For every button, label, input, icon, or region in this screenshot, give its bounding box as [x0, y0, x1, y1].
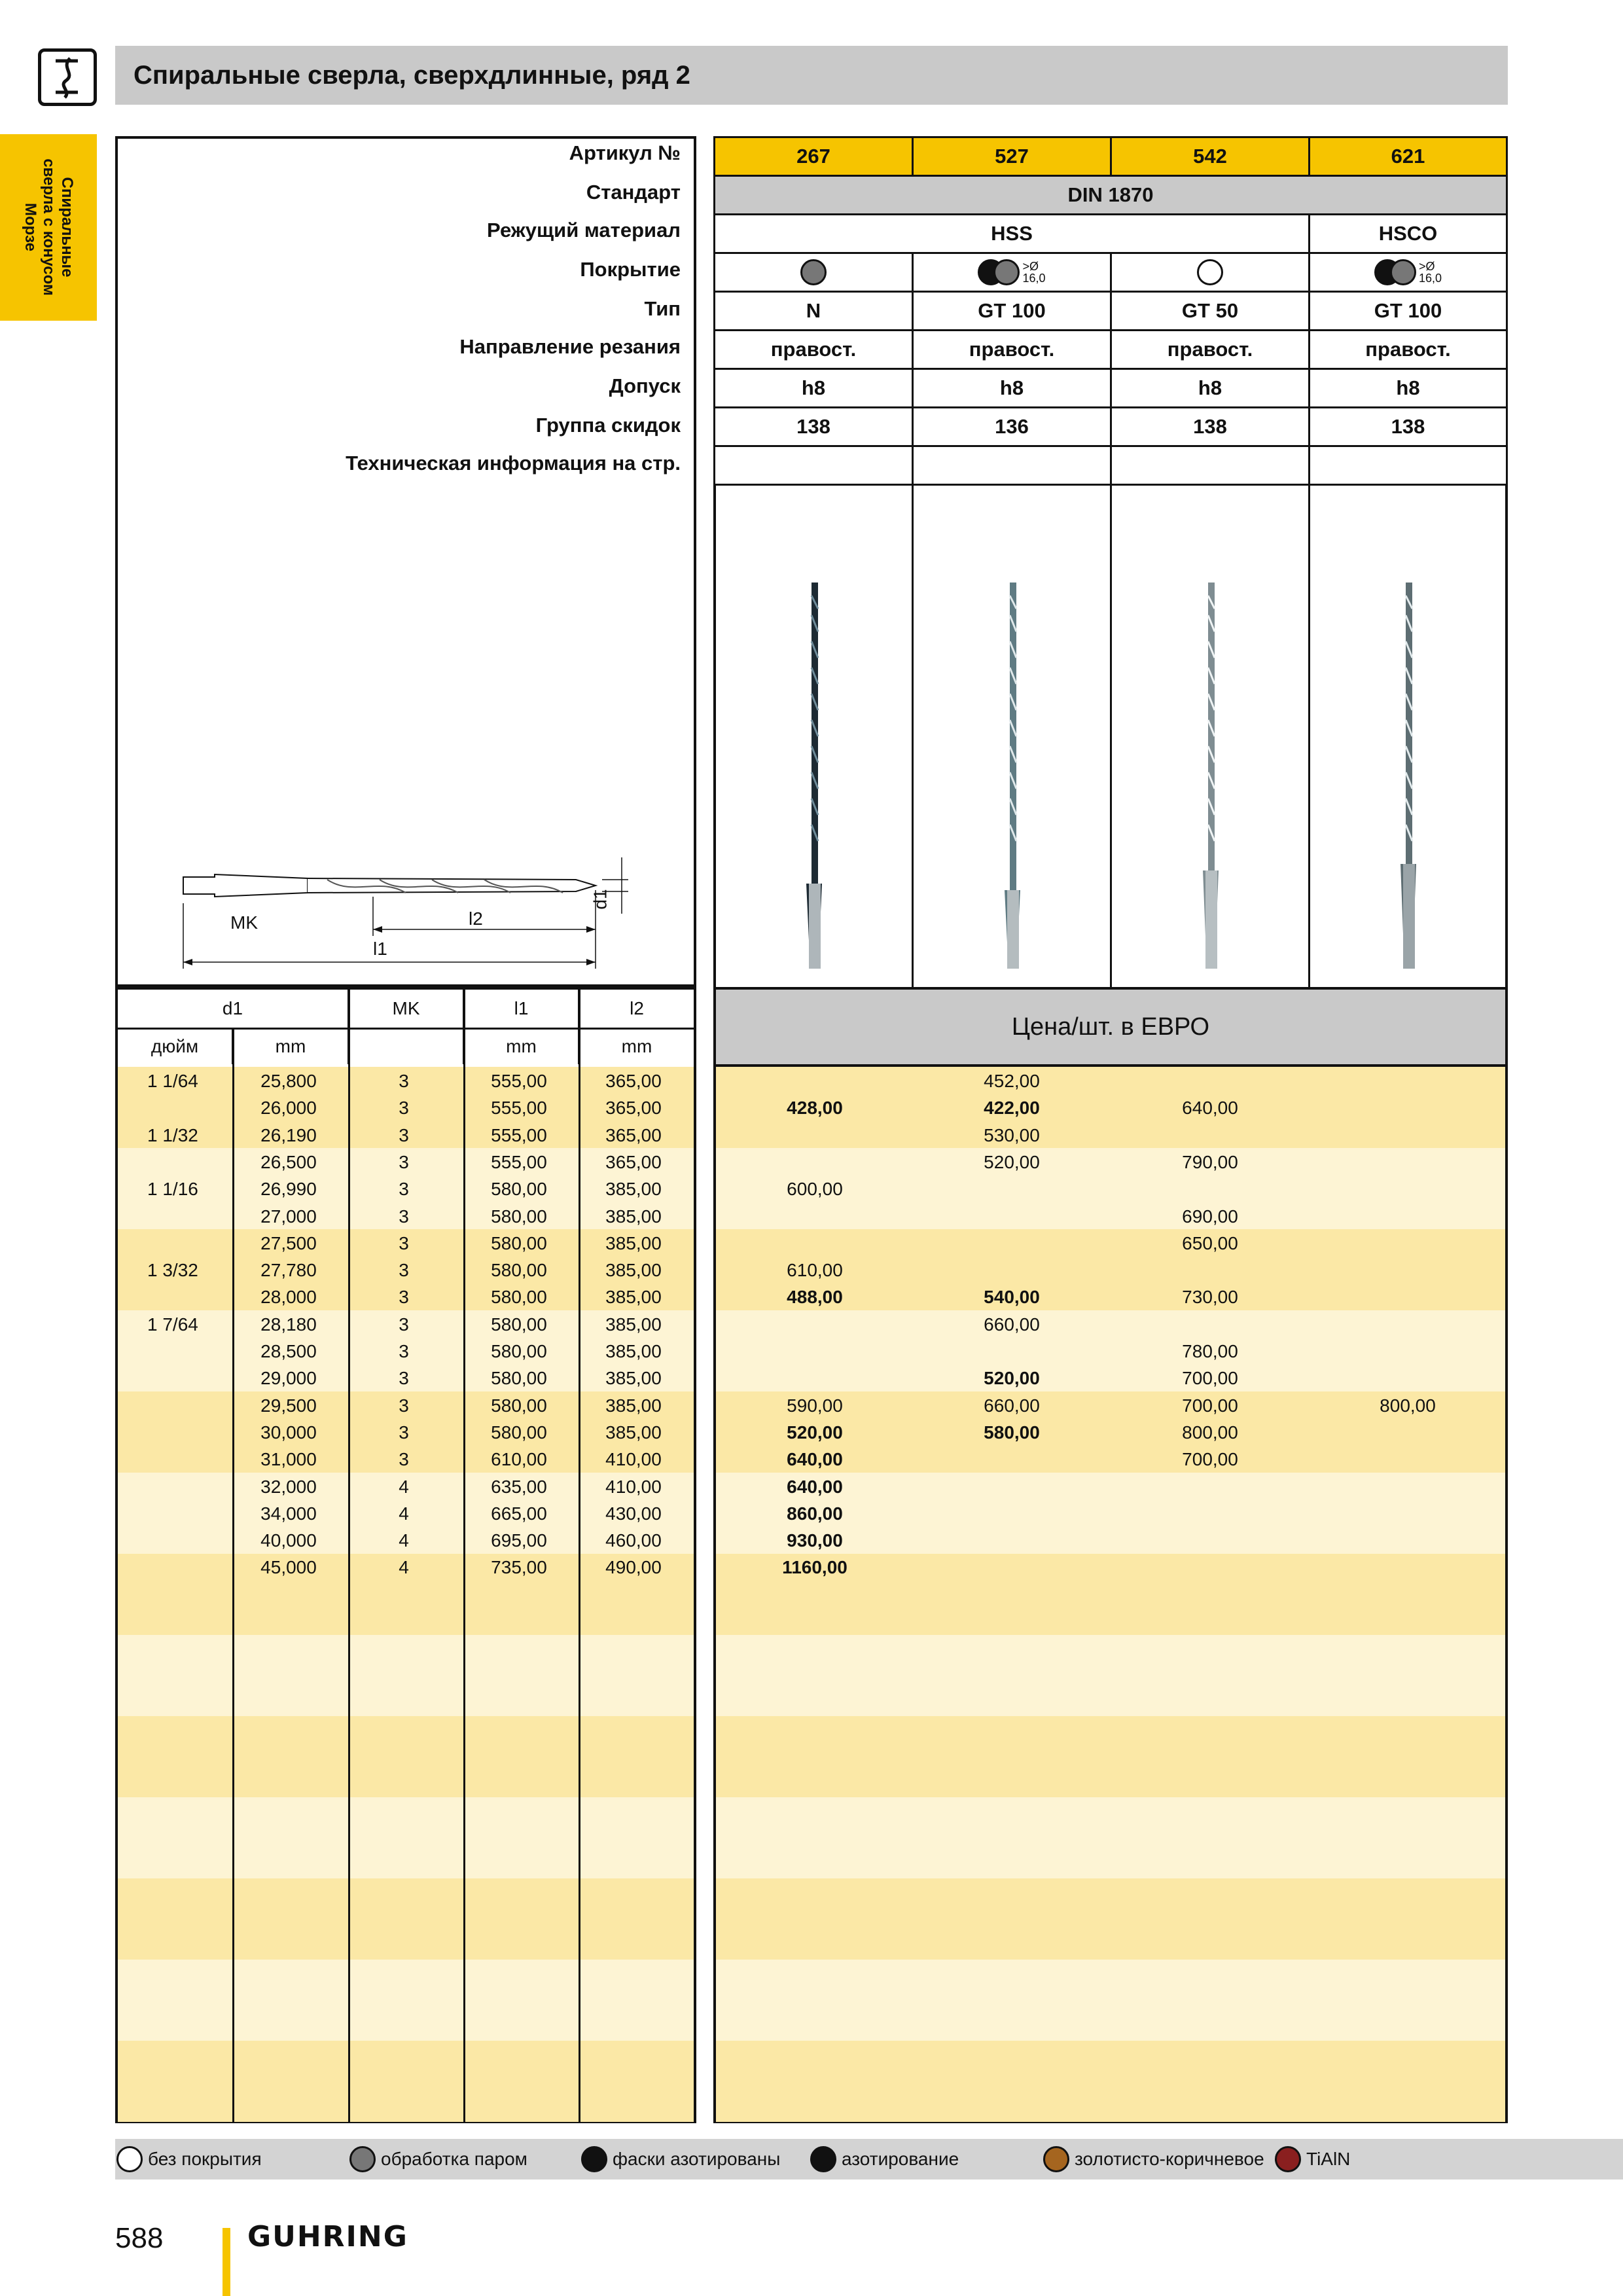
price-stripe	[716, 1716, 1505, 1797]
cell-d1-mm: 25,800	[260, 1071, 317, 1091]
legend-item	[581, 2144, 780, 2174]
cell-l2: 385,00	[605, 1422, 662, 1443]
legend-label: обработка паром	[381, 2149, 527, 2169]
diagram-label-l1: l1	[373, 939, 387, 959]
cell-mk: 3	[399, 1341, 409, 1361]
price-cell: 640,00	[787, 1476, 843, 1497]
price-cell: 800,00	[1380, 1395, 1436, 1416]
steam-treated-icon	[349, 2146, 376, 2172]
cell-mk: 3	[399, 1368, 409, 1389]
price-cell: 700,00	[1182, 1395, 1238, 1416]
table-stripe	[118, 1716, 694, 1797]
cell-d1-mm: 29,500	[260, 1395, 317, 1416]
cell-d1-mm: 45,000	[260, 1557, 317, 1578]
price-cell: 1160,00	[782, 1557, 847, 1578]
price-cell: 860,00	[787, 1503, 843, 1524]
label-coating: Покрытие	[580, 258, 681, 281]
legend-label: фаски азотированы	[613, 2149, 781, 2169]
cell-l1: 555,00	[491, 1151, 547, 1172]
cell-l1: 665,00	[491, 1503, 547, 1524]
col-l2-header: l2	[630, 998, 644, 1018]
cell-mk: 4	[399, 1503, 409, 1524]
cell-l1: 580,00	[491, 1341, 547, 1361]
cell-l1: 555,00	[491, 1071, 547, 1091]
table-stripe	[118, 1635, 694, 1716]
label-discount: Группа скидок	[535, 414, 681, 437]
cell-d1-mm: 27,500	[260, 1232, 317, 1253]
legend-item	[116, 2144, 262, 2174]
cell-l2: 385,00	[605, 1287, 662, 1308]
price-cell: 422,00	[984, 1098, 1040, 1119]
cell-l1: 610,00	[491, 1449, 547, 1470]
legend-item	[810, 2144, 959, 2174]
diagram-label-mk: MK	[230, 912, 258, 933]
cell-l1: 580,00	[491, 1206, 547, 1227]
cell-inch: 1 3/32	[147, 1260, 198, 1281]
standard-cell: DIN 1870	[713, 175, 1508, 215]
col-l1-unit: mm	[465, 1028, 580, 1064]
price-cell: 930,00	[787, 1530, 843, 1551]
drill-image-527	[1005, 583, 1020, 969]
material-hsco: HSCO	[1308, 213, 1508, 254]
table-stripe	[118, 1960, 694, 2041]
cell-mk: 4	[399, 1476, 409, 1497]
tech-info-1[interactable]	[713, 445, 914, 486]
cell-l1: 580,00	[491, 1287, 547, 1308]
direction-4: правост.	[1308, 329, 1508, 370]
legend-item	[1275, 2144, 1350, 2174]
article-527[interactable]: 527	[912, 136, 1112, 177]
legend-label: TiAlN	[1306, 2149, 1351, 2169]
tolerance-3: h8	[1110, 368, 1310, 408]
price-cell: 530,00	[984, 1124, 1040, 1145]
price-cell: 690,00	[1182, 1206, 1238, 1227]
table-stripe	[118, 1878, 694, 1960]
section-tab[interactable]	[0, 134, 97, 321]
drill-logo-icon	[38, 48, 97, 106]
price-stripe	[716, 2041, 1505, 2122]
price-cell: 488,00	[787, 1287, 843, 1308]
price-cell: 640,00	[1182, 1098, 1238, 1119]
cell-l2: 365,00	[605, 1151, 662, 1172]
price-cell: 730,00	[1182, 1287, 1238, 1308]
cell-l1: 695,00	[491, 1530, 547, 1551]
cell-l2: 385,00	[605, 1395, 662, 1416]
cell-d1-mm: 30,000	[260, 1422, 317, 1443]
cell-l2: 385,00	[605, 1179, 662, 1200]
drill-image-267	[806, 583, 822, 969]
price-cell: 580,00	[984, 1422, 1040, 1443]
cell-mk: 3	[399, 1151, 409, 1172]
cell-l2: 385,00	[605, 1314, 662, 1335]
uncoated-icon	[116, 2146, 143, 2172]
cell-l2: 365,00	[605, 1124, 662, 1145]
cell-l2: 365,00	[605, 1098, 662, 1119]
cell-l2: 385,00	[605, 1368, 662, 1389]
price-cell: 610,00	[787, 1260, 843, 1281]
diagram-label-d1: d1	[590, 889, 611, 910]
cell-d1-mm: 26,000	[260, 1098, 317, 1119]
cell-l1: 555,00	[491, 1124, 547, 1145]
discount-1: 138	[713, 406, 914, 447]
drill-image-542	[1203, 583, 1219, 969]
diagram-label-l2: l2	[469, 908, 483, 929]
cell-d1-mm: 32,000	[260, 1476, 317, 1497]
steam-treated-coating-icon	[800, 259, 827, 285]
legend-item	[1043, 2144, 1264, 2174]
direction-2: правост.	[912, 329, 1112, 370]
price-cell: 700,00	[1182, 1449, 1238, 1470]
article-267[interactable]: 267	[713, 136, 914, 177]
cell-mk: 3	[399, 1449, 409, 1470]
label-article: Артикул №	[569, 141, 681, 164]
cell-l2: 385,00	[605, 1260, 662, 1281]
page-number: 588	[115, 2222, 164, 2254]
price-cell: 540,00	[984, 1287, 1040, 1308]
price-cell: 660,00	[984, 1395, 1040, 1416]
cell-d1-mm: 29,000	[260, 1368, 317, 1389]
cell-l1: 555,00	[491, 1098, 547, 1119]
tolerance-2: h8	[912, 368, 1112, 408]
brand-logo: GUHRING	[247, 2220, 408, 2253]
cell-l1: 580,00	[491, 1260, 547, 1281]
label-standard: Стандарт	[586, 181, 681, 204]
price-stripe	[716, 1635, 1505, 1716]
cell-l2: 385,00	[605, 1206, 662, 1227]
direction-1: правост.	[713, 329, 914, 370]
cell-d1-mm: 28,180	[260, 1314, 317, 1335]
cell-l1: 580,00	[491, 1422, 547, 1443]
steam-treated-coating-icon	[1390, 259, 1416, 285]
cell-mk: 3	[399, 1260, 409, 1281]
cell-l1: 580,00	[491, 1395, 547, 1416]
cell-l2: 385,00	[605, 1341, 662, 1361]
price-cell: 660,00	[984, 1314, 1040, 1335]
cell-inch: 1 1/16	[147, 1179, 198, 1200]
cell-l2: 365,00	[605, 1071, 662, 1091]
tialn-icon	[1275, 2146, 1301, 2172]
price-cell: 780,00	[1182, 1341, 1238, 1361]
label-tolerance: Допуск	[609, 374, 681, 397]
table-stripe	[118, 2041, 694, 2122]
type-1: N	[713, 291, 914, 331]
cell-d1-mm: 26,500	[260, 1151, 317, 1172]
page-title: Спиральные сверла, сверхдлинные, ряд 2	[134, 60, 690, 90]
cell-l2: 490,00	[605, 1557, 662, 1578]
legend-item	[349, 2144, 527, 2174]
cell-inch: 1 7/64	[147, 1314, 198, 1335]
cell-d1-mm: 40,000	[260, 1530, 317, 1551]
cell-d1-mm: 34,000	[260, 1503, 317, 1524]
article-542[interactable]: 542	[1110, 136, 1310, 177]
table-stripe	[118, 1797, 694, 1878]
cell-mk: 3	[399, 1071, 409, 1091]
price-cell: 520,00	[984, 1151, 1040, 1172]
nitrided-icon	[810, 2146, 836, 2172]
article-621[interactable]: 621	[1308, 136, 1508, 177]
price-cell: 650,00	[1182, 1232, 1238, 1253]
gold-brown-icon	[1043, 2146, 1069, 2172]
col-mm-header: mm	[234, 1028, 349, 1064]
table-divider	[348, 990, 350, 2123]
price-cell: 790,00	[1182, 1151, 1238, 1172]
legend-label: золотисто-коричневое	[1075, 2149, 1264, 2169]
cell-l1: 580,00	[491, 1179, 547, 1200]
table-divider	[463, 990, 465, 2123]
price-stripe	[716, 1310, 1505, 1391]
tech-info-3[interactable]	[1110, 445, 1310, 486]
cell-mk: 3	[399, 1287, 409, 1308]
cell-l1: 580,00	[491, 1368, 547, 1389]
price-stripe	[716, 1797, 1505, 1878]
cell-l1: 580,00	[491, 1314, 547, 1335]
price-cell: 520,00	[984, 1368, 1040, 1389]
cell-mk: 4	[399, 1557, 409, 1578]
col-inch-header: дюйм	[118, 1028, 234, 1064]
material-hss: HSS	[713, 213, 1310, 254]
cell-l2: 410,00	[605, 1449, 662, 1470]
table-divider	[232, 1028, 234, 2123]
steam-treated-coating-icon	[993, 259, 1020, 285]
cell-mk: 3	[399, 1179, 409, 1200]
type-3: GT 50	[1110, 291, 1310, 331]
type-2: GT 100	[912, 291, 1112, 331]
direction-3: правост.	[1110, 329, 1310, 370]
cell-mk: 3	[399, 1206, 409, 1227]
cell-mk: 3	[399, 1232, 409, 1253]
cell-l1: 580,00	[491, 1232, 547, 1253]
coating-cell-1	[713, 252, 914, 293]
cell-mk: 3	[399, 1422, 409, 1443]
coating-note: >Ø 16,0	[1022, 260, 1046, 285]
coating-cell-4	[1308, 252, 1508, 293]
cell-inch: 1 1/32	[147, 1124, 198, 1145]
price-stripe	[716, 1878, 1505, 1960]
cell-d1-mm: 28,500	[260, 1341, 317, 1361]
coating-note: >Ø 16,0	[1418, 260, 1442, 285]
cell-d1-mm: 28,000	[260, 1287, 317, 1308]
price-cell: 700,00	[1182, 1368, 1238, 1389]
cell-l1: 635,00	[491, 1476, 547, 1497]
discount-2: 136	[912, 406, 1112, 447]
label-material: Режущий материал	[487, 219, 681, 242]
price-cell: 520,00	[787, 1422, 843, 1443]
cell-inch: 1 1/64	[147, 1071, 198, 1091]
legend-label: без покрытия	[148, 2149, 262, 2169]
cell-mk: 4	[399, 1530, 409, 1551]
uncoated-icon	[1197, 259, 1223, 285]
drill-image-621	[1400, 583, 1416, 969]
cell-l2: 385,00	[605, 1232, 662, 1253]
label-type: Тип	[644, 297, 681, 320]
legend-label: азотирование	[842, 2149, 959, 2169]
price-stripe	[716, 1960, 1505, 2041]
nitrided-chamfer-icon	[581, 2146, 607, 2172]
header-bar	[115, 46, 1508, 105]
cell-l2: 430,00	[605, 1503, 662, 1524]
price-cell: 640,00	[787, 1449, 843, 1470]
col-mk-header: MK	[349, 990, 465, 1028]
col-d1-header: d1	[118, 990, 349, 1028]
coating-cell-3	[1110, 252, 1310, 293]
discount-3: 138	[1110, 406, 1310, 447]
price-header: Цена/шт. в ЕВРО	[713, 987, 1508, 1067]
tolerance-4: h8	[1308, 368, 1508, 408]
cell-mk: 3	[399, 1395, 409, 1416]
col-l1-header: l1	[465, 990, 580, 1028]
drill-images	[713, 484, 1508, 988]
label-tech-info: Техническая информация на стр.	[346, 452, 681, 475]
table-divider	[579, 990, 580, 2123]
cell-d1-mm: 26,190	[260, 1124, 317, 1145]
price-cell: 800,00	[1182, 1422, 1238, 1443]
price-cell: 590,00	[787, 1395, 843, 1416]
label-direction: Направление резания	[459, 335, 681, 358]
cell-mk: 3	[399, 1124, 409, 1145]
cell-d1-mm: 27,780	[260, 1260, 317, 1281]
cell-l1: 735,00	[491, 1557, 547, 1578]
cell-mk: 3	[399, 1098, 409, 1119]
price-cell: 428,00	[787, 1098, 843, 1119]
price-cell: 452,00	[984, 1071, 1040, 1091]
coating-cell-2	[912, 252, 1112, 293]
cell-l2: 410,00	[605, 1476, 662, 1497]
discount-4: 138	[1308, 406, 1508, 447]
tech-info-2[interactable]	[912, 445, 1112, 486]
tech-info-4[interactable]	[1308, 445, 1508, 486]
price-cell: 600,00	[787, 1179, 843, 1200]
footer-accent	[223, 2228, 230, 2296]
cell-mk: 3	[399, 1314, 409, 1335]
type-4: GT 100	[1308, 291, 1508, 331]
cell-d1-mm: 27,000	[260, 1206, 317, 1227]
cell-d1-mm: 31,000	[260, 1449, 317, 1470]
col-mk-unit	[349, 1028, 465, 1064]
tolerance-1: h8	[713, 368, 914, 408]
section-tab-label: Спиральные сверла с конусом Морзе	[22, 158, 76, 296]
col-l2-unit: mm	[621, 1035, 652, 1056]
cell-l2: 460,00	[605, 1530, 662, 1551]
cell-d1-mm: 26,990	[260, 1179, 317, 1200]
